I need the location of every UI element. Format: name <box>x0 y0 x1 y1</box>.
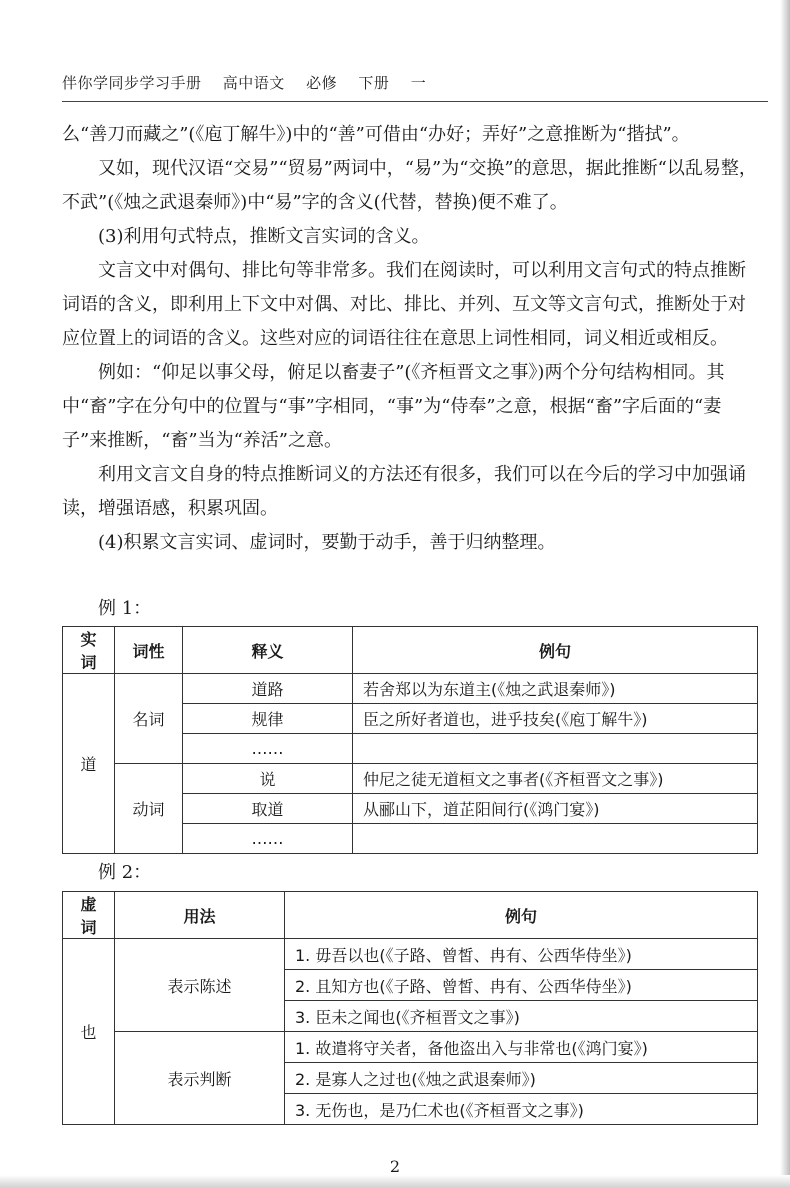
header-course: 必修 <box>306 74 338 92</box>
pos-cell: 名词 <box>115 674 183 764</box>
paragraph-7: (4)积累文言实词、虚词时，要勤于动手，善于归纳整理。 <box>98 532 556 553</box>
paragraph-1: 么“善刀而藏之”(《庖丁解牛》)中的“善”可借由“办好；弄好”之意推断为“揩拭”。 <box>62 124 690 145</box>
paragraph-5: 例如：“仰足以事父母，俯足以畜妻子”(《齐桓晋文之事》)两个分句结构相同。其中“畜”字在分句中的位置与“事”字相同，“事”为“侍奉”之意，根据“畜”字后面的“妻子”来推断，“畜”当为“养活”之意。 <box>62 362 725 451</box>
sentence-cell: 从郦山下，道芷阳间行(《鸿门宴》) <box>353 794 758 824</box>
example-1-label: 例 1： <box>98 598 152 619</box>
pos-cell: 动词 <box>115 764 183 854</box>
column-header: 用法 <box>115 892 285 939</box>
body-text <box>62 118 762 560</box>
header-subject: 高中语文 <box>222 74 285 92</box>
sentence-cell: 若舍郑以为东道主(《烛之武退秦师》) <box>353 674 758 704</box>
table-row <box>63 1032 758 1063</box>
header-series: 伴你学同步学习手册 <box>62 74 202 92</box>
meaning-cell: 道路 <box>183 674 353 704</box>
sentence-cell: 仲尼之徒无道桓文之事者(《齐桓晋文之事》) <box>353 764 758 794</box>
column-header: 释义 <box>183 627 353 674</box>
meaning-cell: 说 <box>183 764 353 794</box>
paragraph-2: 又如，现代汉语“交易”“贸易”两词中，“易”为“交换”的意思，据此推断“以乱易整，不武”(《烛之武退秦师》)中“易”字的含义(代替，替换)便不难了。 <box>62 158 757 213</box>
sentence-cell: 2. 是寡人之过也(《烛之武退秦师》) <box>285 1063 758 1094</box>
meaning-cell: 取道 <box>183 794 353 824</box>
sentence-cell <box>353 734 758 764</box>
column-header: 实词 <box>63 627 115 674</box>
function-word-table <box>62 891 758 1125</box>
table-row <box>63 939 758 970</box>
sentence-cell: 3. 无伤也，是乃仁术也(《齐桓晋文之事》) <box>285 1094 758 1125</box>
column-header: 词性 <box>115 627 183 674</box>
sentence-cell: 1. 毋吾以也(《子路、曾皙、冉有、公西华侍坐》) <box>285 939 758 970</box>
table-row <box>63 764 758 794</box>
running-header <box>62 72 442 93</box>
sentence-cell: 臣之所好者道也，进乎技矣(《庖丁解牛》) <box>353 704 758 734</box>
table-row <box>63 674 758 704</box>
column-header: 例句 <box>353 627 758 674</box>
paragraph-3: (3)利用句式特点，推断文言实词的含义。 <box>98 226 430 247</box>
example-2-label: 例 2： <box>98 862 152 883</box>
usage-cell: 表示陈述 <box>115 939 285 1032</box>
header-rule <box>62 101 768 102</box>
sentence-cell: 3. 臣未之闻也(《齐桓晋文之事》) <box>285 1001 758 1032</box>
table-header-row <box>63 892 758 939</box>
sentence-cell: 2. 且知方也(《子路、曾皙、冉有、公西华侍坐》) <box>285 970 758 1001</box>
page-edge-shadow-bottom <box>0 1175 790 1187</box>
column-header: 虚词 <box>63 892 115 939</box>
header-section: 一 <box>410 74 427 92</box>
sentence-cell <box>353 824 758 854</box>
usage-cell: 表示判断 <box>115 1032 285 1125</box>
word-cell: 道 <box>63 674 115 854</box>
header-volume: 下册 <box>358 74 390 92</box>
meaning-cell: 规律 <box>183 704 353 734</box>
column-header: 例句 <box>285 892 758 939</box>
sentence-cell: 1. 故遣将守关者，备他盗出入与非常也(《鸿门宴》) <box>285 1032 758 1063</box>
page-edge-shadow-right <box>780 0 790 1187</box>
table-header-row <box>63 627 758 674</box>
paragraph-6: 利用文言文自身的特点推断词义的方法还有很多，我们可以在今后的学习中加强诵读，增强语感，积累巩固。 <box>62 464 746 519</box>
page-number: 2 <box>389 1157 401 1176</box>
content-word-table <box>62 626 758 854</box>
paragraph-4: 文言文中对偶句、排比句等非常多。我们在阅读时，可以利用文言句式的特点推断词语的含义，即利用上下文中对偶、对比、排比、并列、互文等文言句式，推断处于对应位置上的词语的含义。这些对应的词语往往在意思上词性相同，词义相近或相反。 <box>62 260 746 349</box>
word-cell: 也 <box>63 939 115 1125</box>
meaning-cell: …… <box>183 824 353 854</box>
meaning-cell: …… <box>183 734 353 764</box>
